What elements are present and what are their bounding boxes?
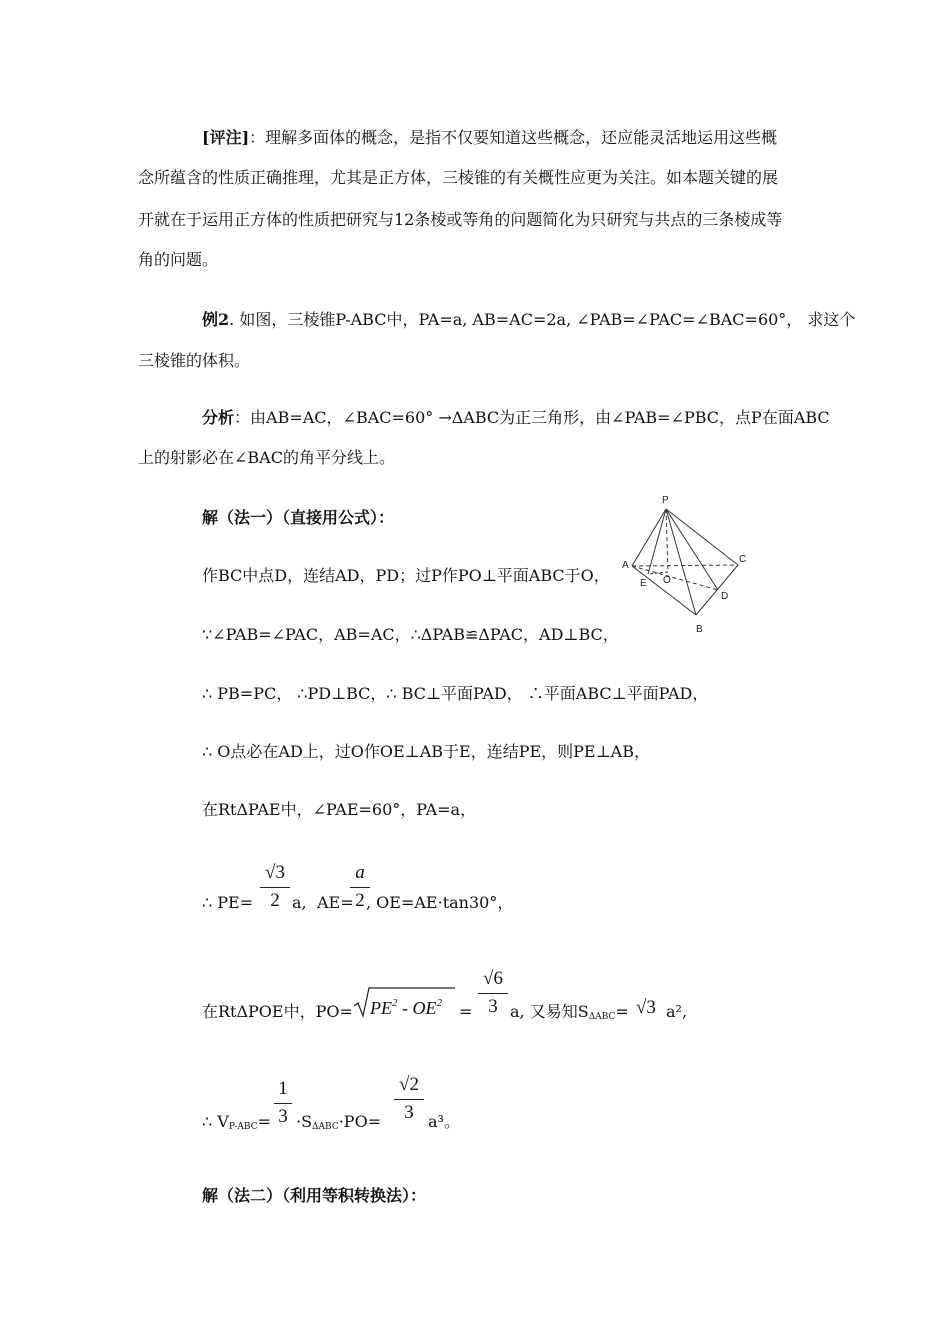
s-value: √3 [636, 997, 656, 1018]
pe-numerator: √3 [265, 862, 285, 883]
po-prefix: 在RtΔPOE中，PO= [202, 1002, 353, 1021]
remark-line-1: [评注]：理解多面体的概念，是指不仅要知道这些概念，还应能灵活地运用这些概 [202, 128, 778, 147]
edge-po [666, 509, 668, 572]
solution1-step-2: ∵∠PAB=∠PAC，AB=AC，∴ΔPAB≌ΔPAC，AD⊥BC， [202, 625, 619, 644]
example-line-1: 例2. 如图，三棱锥P-ABC中，PA=a, AB=AC=2a, ∠PAB=∠PAC=∠BAC=60°， 求这个 [202, 310, 856, 329]
label-e: E [640, 578, 647, 589]
s-a: a², [666, 1002, 688, 1021]
po-denominator: 3 [488, 996, 498, 1017]
pe-a: a, [292, 893, 307, 912]
v-result-numerator: √2 [399, 1074, 419, 1095]
edge-ab [632, 566, 696, 615]
ae-label: AE= [317, 893, 354, 912]
v-middle: $\cdot S_{\Delta ABC}\cdot PO=$ [296, 1112, 382, 1132]
remark-line-4: 角的问题。 [138, 250, 219, 269]
solution1-step-1: 作BC中点D，连结AD，PD；过P作PO⊥平面ABC于O， [202, 566, 610, 585]
pe-prefix: ∴ PE= [202, 893, 254, 912]
ae-fraction-bar [350, 887, 370, 888]
oe-text: , OE=AE·tan30°， [366, 893, 514, 912]
po-sqrt-expression [352, 984, 456, 1018]
label-a: A [622, 560, 629, 571]
po-equals: = [459, 1002, 473, 1021]
edge-pc [666, 509, 738, 565]
ae-denominator: 2 [355, 890, 365, 911]
edge-ac [632, 565, 738, 566]
analysis-line-2: 上的射影必在∠BAC的角平分线上。 [138, 448, 395, 467]
po-sqrt-content: $PE^2 - OE^2$ [370, 997, 442, 1018]
po-numerator: √6 [483, 968, 503, 989]
po-fraction-bar [478, 993, 508, 994]
v-denominator: 3 [278, 1106, 288, 1127]
pe-fraction-bar [260, 887, 290, 888]
remark-line-2: 念所蕴含的性质正确推理，尤其是正方体，三棱锥的有关概性应更为关注。如本题关键的展 [138, 168, 779, 187]
v-numerator: 1 [278, 1078, 288, 1099]
solution1-step-4: ∴ O点必在AD上，过O作OE⊥AB于E，连结PE，则PE⊥AB， [202, 742, 650, 761]
analysis-line-1: 分析：由AB=AC，∠BAC=60° →ΔABC为正三角形，由∠PAB=∠PBC，点P在面ABC [202, 408, 830, 427]
v-fraction-bar [274, 1103, 292, 1104]
solution1-step-5: 在RtΔPAE中，∠PAE=60°，PA=a， [202, 800, 477, 819]
v-fraction [274, 1078, 292, 1130]
po-a-text: a, 又易知$S_{\Delta ABC}=$ [510, 1002, 629, 1022]
example-line-2: 三棱锥的体积。 [138, 351, 251, 370]
v-result-denominator: 3 [404, 1102, 414, 1123]
v-result-fraction [394, 1074, 424, 1126]
po-fraction [478, 968, 508, 1020]
edge-pe [648, 509, 666, 574]
v-result-fraction-bar [394, 1099, 424, 1100]
pyramid-figure [618, 492, 758, 642]
remark-line-3: 开就在于运用正方体的性质把研究与12条棱或等角的问题简化为只研究与共点的三条棱成等 [138, 210, 783, 229]
label-c: C [739, 554, 747, 565]
solution1-step-3: ∴ PB=PC， ∴PD⊥BC，∴ BC⊥平面PAD， ∴平面ABC⊥平面PAD， [202, 684, 709, 703]
solution1-heading: 解（法一）（直接用公式）： [202, 508, 395, 527]
solution2-heading: 解（法二）（利用等积转换法）： [202, 1186, 427, 1205]
edge-pb [666, 509, 696, 615]
pe-denominator: 2 [270, 890, 280, 911]
label-o: O [663, 575, 671, 586]
label-b: B [696, 624, 703, 635]
remark-label: [评注] [202, 128, 250, 147]
edge-pa [632, 509, 666, 566]
analysis-label: 分析 [202, 408, 235, 427]
example-label: 例2 [202, 310, 230, 329]
v-result-a: a³。 [428, 1112, 460, 1131]
edge-bc [696, 565, 738, 615]
ae-numerator: a [355, 862, 365, 883]
label-p: P [662, 495, 669, 506]
v-prefix: ∴ $V_{P-ABC}=$ [202, 1112, 272, 1132]
edge-oe [648, 572, 668, 574]
pe-fraction [260, 862, 290, 912]
label-d: D [721, 591, 729, 602]
